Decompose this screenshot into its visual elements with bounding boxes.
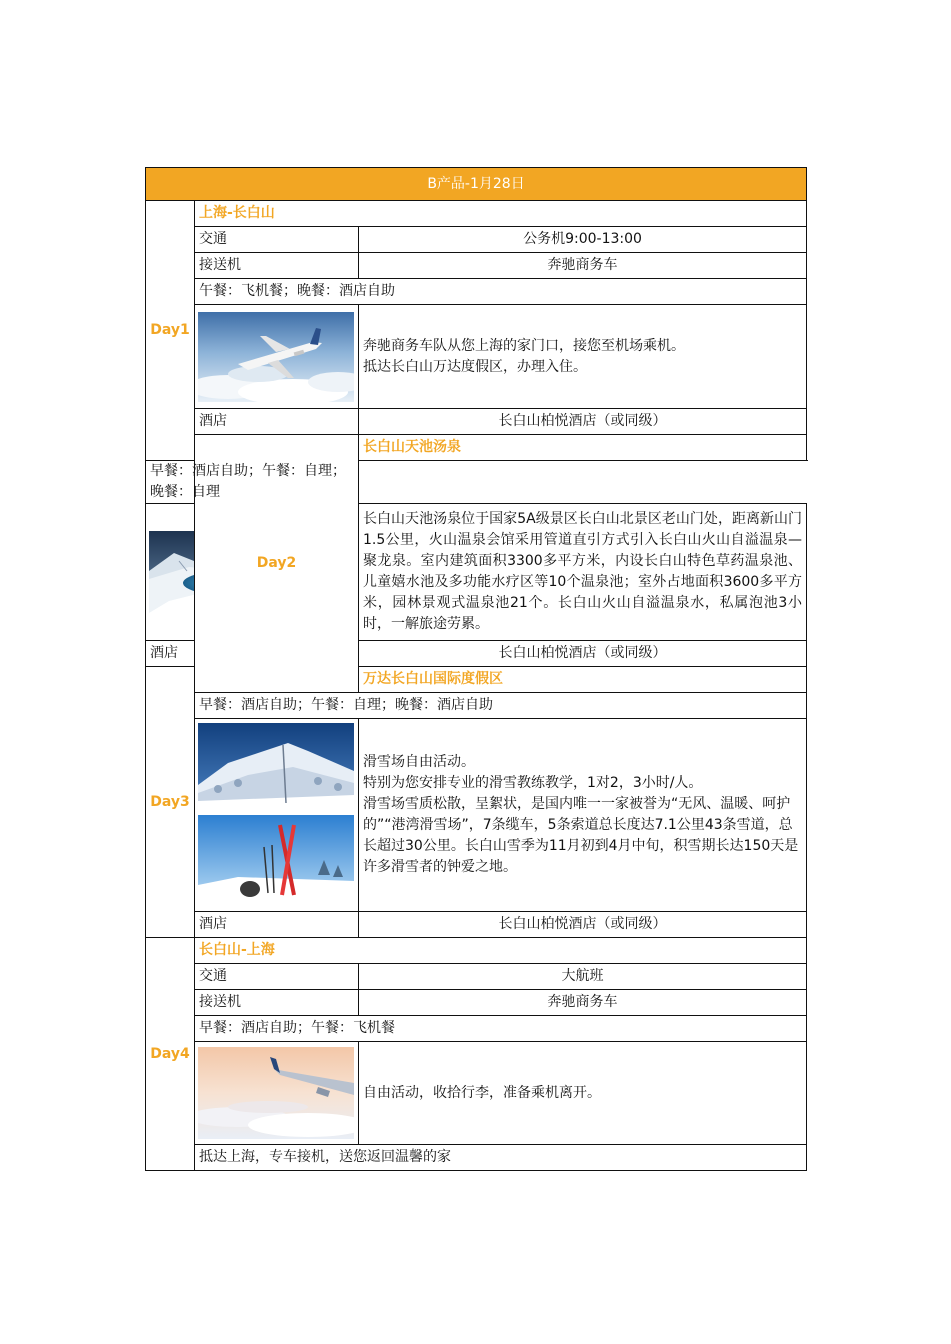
hotel-label: 酒店 (195, 409, 359, 435)
meals: 早餐：酒店自助；午餐：自理；晚餐：自理 (146, 461, 359, 504)
hotel-value: 长白山柏悦酒店（或同级） (359, 641, 807, 667)
meals: 午餐：飞机餐；晚餐：酒店自助 (195, 279, 807, 305)
transport-label: 交通 (195, 227, 359, 253)
meals: 早餐：酒店自助；午餐：自理；晚餐：酒店自助 (195, 693, 807, 719)
description-line: 长白山天池汤泉位于国家5A级景区长白山北景区老山门处，距离新山门1.5公里，火山温泉会馆采用管道直引方式引入长白山火山自溢温泉—聚龙泉。室内建筑面积3300多平方米，内设长白山特色草药温泉池、儿童嬉水池及多功能水疗区等10个温泉池；室外占地面积3600多平方米，园林景观式温泉池21个。长白山火山自溢温泉水，私属泡池3小时，一解旅途劳累。 (363, 511, 803, 632)
hotel-value: 长白山柏悦酒店（或同级） (359, 409, 807, 435)
description-line: 奔驰商务车队从您上海的家门口，接您至机场乘机。 (363, 337, 685, 354)
day-label: Day2 (195, 435, 359, 693)
route-title: 上海-长白山 (195, 201, 807, 227)
meals: 早餐：酒店自助；午餐：飞机餐 (195, 1016, 807, 1042)
day-label: Day3 (146, 667, 195, 938)
description-line: 滑雪场雪质松散，呈絮状，是国内唯一一家被誉为“无风、温暖、呵护的”“港湾滑雪场”，7条缆车，5条索道总长度达7.1公里43条雪道，总长超过30公里。长白山雪季为11月初到4月中旬，积雪期长达150天是许多滑雪者的钟爱之地。 (363, 796, 799, 875)
transfer-value: 奔驰商务车 (359, 253, 807, 279)
transfer-label: 接送机 (195, 990, 359, 1016)
route-title: 万达长白山国际度假区 (359, 667, 807, 693)
airplane-photo-icon (198, 312, 354, 402)
route-title: 长白山天池汤泉 (359, 435, 807, 461)
description-line: 滑雪场自由活动。 (363, 754, 475, 770)
day-description (359, 719, 807, 912)
description-line: 抵达长白山万达度假区，办理入住。 (363, 358, 587, 375)
arrival-note: 抵达上海，专车接机，送您返回温馨的家 (195, 1145, 807, 1171)
day-description (359, 504, 807, 641)
transfer-value: 奔驰商务车 (359, 990, 807, 1016)
description-line: 特别为您安排专业的滑雪教练教学，1对2，3小时/人。 (363, 775, 703, 791)
photo-ski (195, 719, 359, 912)
hotel-value: 长白山柏悦酒店（或同级） (359, 912, 807, 938)
day-description (359, 305, 807, 409)
itinerary-table (145, 167, 807, 1171)
hotel-label: 酒店 (195, 912, 359, 938)
transport-label: 交通 (195, 964, 359, 990)
ski-mountain-photo-icon (198, 723, 354, 811)
day-label: Day1 (146, 201, 195, 461)
photo-airplane (195, 305, 359, 409)
skis-photo-icon (198, 815, 354, 907)
photo-tianchi (146, 504, 195, 641)
transfer-label: 接送机 (195, 253, 359, 279)
description-line: 自由活动，收拾行李，准备乘机离开。 (363, 1084, 601, 1101)
crater-lake-photo-icon (149, 531, 195, 613)
day-description (359, 1042, 807, 1145)
route-title: 长白山-上海 (195, 938, 807, 964)
transport-value: 公务机9:00-13:00 (359, 227, 807, 253)
transport-value: 大航班 (359, 964, 807, 990)
table-header: B产品-1月28日 (146, 168, 807, 201)
hotel-label: 酒店 (146, 641, 195, 667)
wing-photo-icon (198, 1047, 354, 1139)
photo-wing (195, 1042, 359, 1145)
day-label: Day4 (146, 938, 195, 1171)
